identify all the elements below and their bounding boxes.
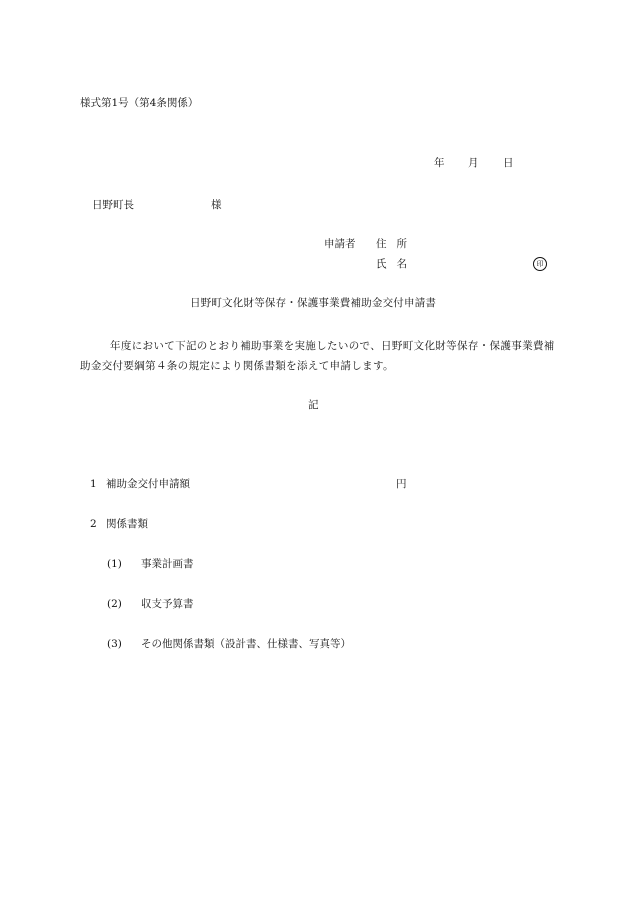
item-unit-yen: 円	[396, 478, 407, 490]
list-item-number: (1)	[107, 558, 122, 570]
addressee-title: 日野町長	[92, 199, 134, 211]
list-item-number: (2)	[107, 598, 122, 610]
address-label: 住所	[376, 238, 417, 250]
item-number: 2	[90, 518, 97, 530]
list-item-number: (3)	[107, 638, 122, 650]
document-title: 日野町文化財等保存・保護事業費補助金交付申請書	[190, 297, 437, 309]
list-item-label: 収支予算書	[141, 598, 194, 610]
date-day-label: 日	[503, 157, 514, 169]
item-label-subsidy-amount: 補助金交付申請額	[106, 478, 190, 490]
item-label-related-documents: 関係書類	[106, 518, 148, 530]
application-statement: 年度において下記のとおり補助事業を実施したいので、日野町文化財等保存・保護事業費補助金交付要綱第４条の規定により関係書類を添えて申請します。	[80, 340, 555, 372]
name-label: 氏名	[376, 258, 417, 270]
form-number: 様式第1号（第4条関係）	[80, 97, 199, 109]
list-item-label: その他関係書類（設計書、仕様書、写真等）	[141, 638, 351, 650]
date-year-label: 年	[434, 157, 445, 169]
addressee-honorific: 様	[211, 199, 222, 211]
list-item-label: 事業計画書	[141, 558, 194, 570]
seal-icon: 印	[533, 257, 547, 271]
item-number: 1	[90, 478, 97, 490]
ki-heading: 記	[308, 399, 319, 411]
applicant-label: 申請者	[324, 238, 356, 250]
date-month-label: 月	[468, 157, 479, 169]
